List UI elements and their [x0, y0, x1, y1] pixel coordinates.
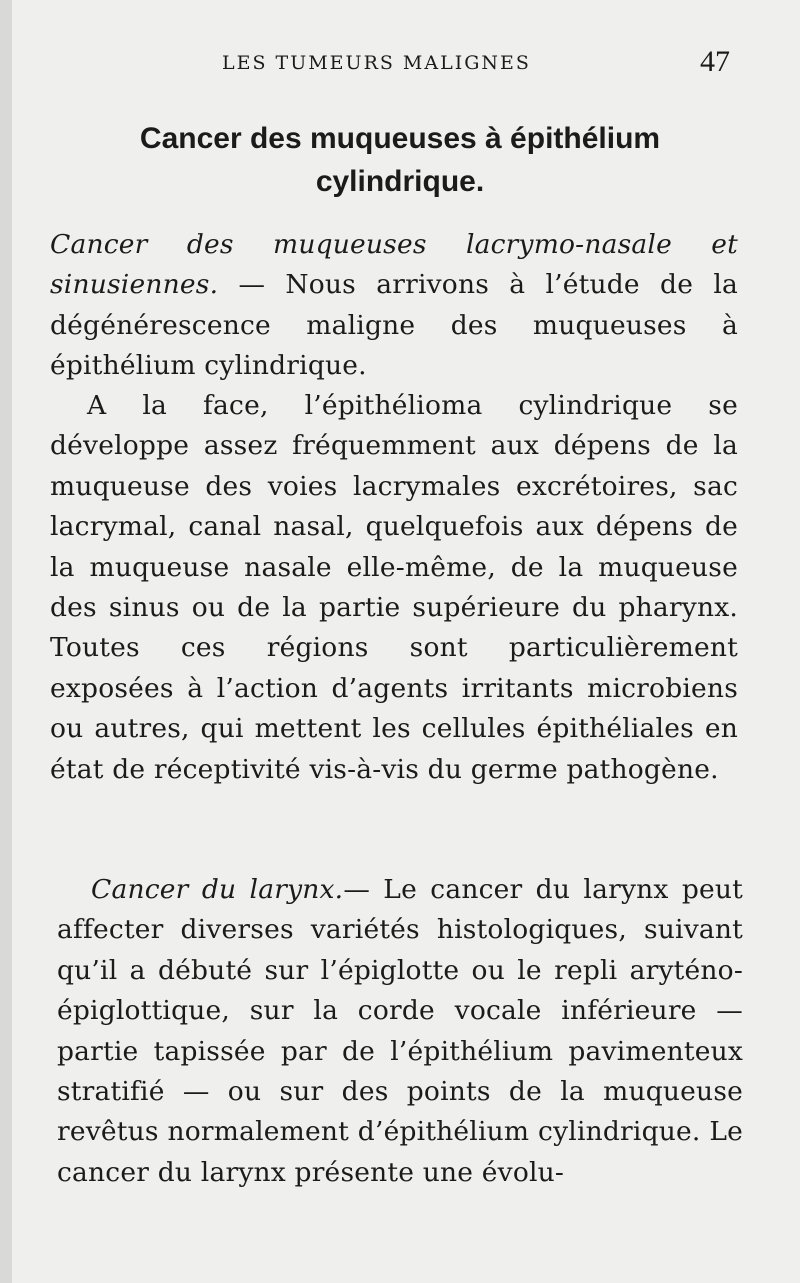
page-edge: [0, 0, 12, 1283]
page-number: 47: [700, 45, 730, 78]
section-title: Cancer des muqueuses à épithélium cylindrique.: [139, 122, 661, 198]
paragraph-lead-lacrymo-nasal: Cancer des muqueuses lacrymo-nasale et sinusiennes.: [50, 229, 738, 301]
paragraph-face: A la face, l’épithélioma cylindrique se développe assez fréquemment aux dépens de la muqueuse des voies lacrymales excrétoires, sac lacrymal, canal nasal, quelquefois aux dépens de la muqueuse nasale elle-même, de la muqueuse des sinus ou de la partie supérieure du pharynx. Toutes ces régions sont particulièrement exposées à l’action d’agents irritants microbiens ou autres, qui mettent les cellules épithéliales en état de réceptivité vis-à-vis du germe pathogène.: [50, 390, 738, 785]
paragraph-lead-larynx: Cancer du larynx.: [91, 874, 344, 905]
running-head: LES TUMEURS MALIGNES: [222, 52, 531, 74]
paragraph-larynx: [57, 870, 743, 1193]
paragraph-text-larynx: — Le cancer du larynx peut affecter diverses variétés histologiques, suivant qu’il a débuté sur l’épiglotte ou le repli aryténo-épiglottique, sur la corde vocale inférieure — partie tapissée par de l’épithélium pavimenteux stratifié — ou sur des points de la muqueuse revêtus normalement d’épithélium cylindrique. Le cancer du larynx présente une évolu-: [57, 874, 743, 1188]
paragraph-lacrymo-nasal: [50, 225, 738, 387]
paragraph-text-lacrymo-nasal: — Nous arrivons à l’étude de la dégénérescence maligne des muqueuses à épithélium cylindrique.: [50, 269, 738, 382]
